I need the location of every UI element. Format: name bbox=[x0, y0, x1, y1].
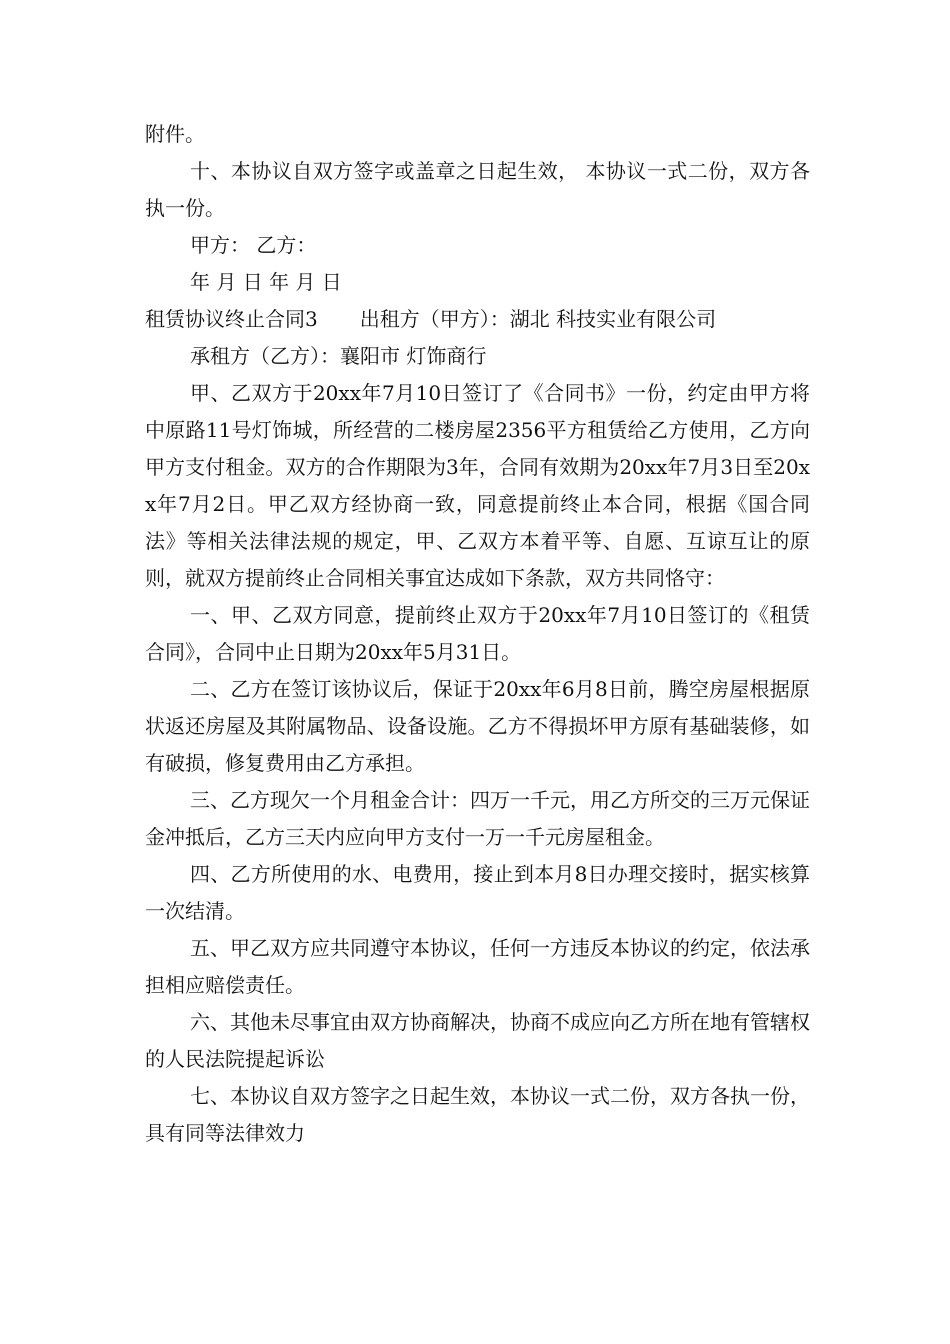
clause-two: 二、乙方在签订该协议后，保证于20xx年6月8日前，腾空房屋根据原状返还房屋及其附属物品、设备设施。乙方不得损坏甲方原有基础装修，如有破损，修复费用由乙方承担。 bbox=[145, 677, 810, 775]
paragraph-clause-ten: 十、本协议自双方签字或盖章之日起生效， 本协议一式二份，双方各执一份。 bbox=[145, 159, 810, 220]
clause-one: 一、甲、乙双方同意，提前终止双方于20xx年7月10日签订的《租赁合同》，合同中止日期为20xx年5月31日。 bbox=[145, 603, 810, 664]
contract-title-line bbox=[145, 301, 810, 338]
lessor-party: 出租方（甲方）：湖北 科技实业有限公司 bbox=[359, 307, 717, 331]
paragraph-background: 甲、乙双方于20xx年7月10日签订了《合同书》一份，约定由甲方将中原路11号灯饰城，所经营的二楼房屋2356平方租赁给乙方使用，乙方向甲方支付租金。双方的合作期限为3年，合同有效期为20xx年7月3日至20xx年7月2日。甲乙双方经协商一致，同意提前终止本合同，根据《国合同法》等相关法律法规的规定，甲、乙双方本着平等、自愿、互谅互让的原则，就双方提前终止合同相关事宜达成如下条款，双方共同恪守： bbox=[145, 381, 810, 590]
document-body bbox=[145, 116, 810, 1152]
lessee-party: 承租方（乙方）：襄阳市 灯饰商行 bbox=[190, 344, 487, 368]
paragraph-dates: 年 月 日 年 月 日 bbox=[190, 270, 342, 294]
clause-five: 五、甲乙双方应共同遵守本协议，任何一方违反本协议的约定，依法承担相应赔偿责任。 bbox=[145, 936, 810, 997]
paragraph-signatures: 甲方： 乙方： bbox=[190, 233, 317, 257]
paragraph-attachment: 附件。 bbox=[145, 122, 205, 146]
clause-four: 四、乙方所使用的水、电费用，接止到本月8日办理交接时，据实核算一次结清。 bbox=[145, 862, 810, 923]
clause-three: 三、乙方现欠一个月租金合计：四万一千元，用乙方所交的三万元保证金冲抵后，乙方三天内应向甲方支付一万一千元房屋租金。 bbox=[145, 788, 810, 849]
contract-title: 租赁协议终止合同3 bbox=[145, 307, 318, 331]
clause-seven: 七、本协议自双方签字之日起生效，本协议一式二份，双方各执一份，具有同等法律效力 bbox=[145, 1084, 810, 1145]
clause-six: 六、其他未尽事宜由双方协商解决，协商不成应向乙方所在地有管辖权的人民法院提起诉讼 bbox=[145, 1010, 810, 1071]
